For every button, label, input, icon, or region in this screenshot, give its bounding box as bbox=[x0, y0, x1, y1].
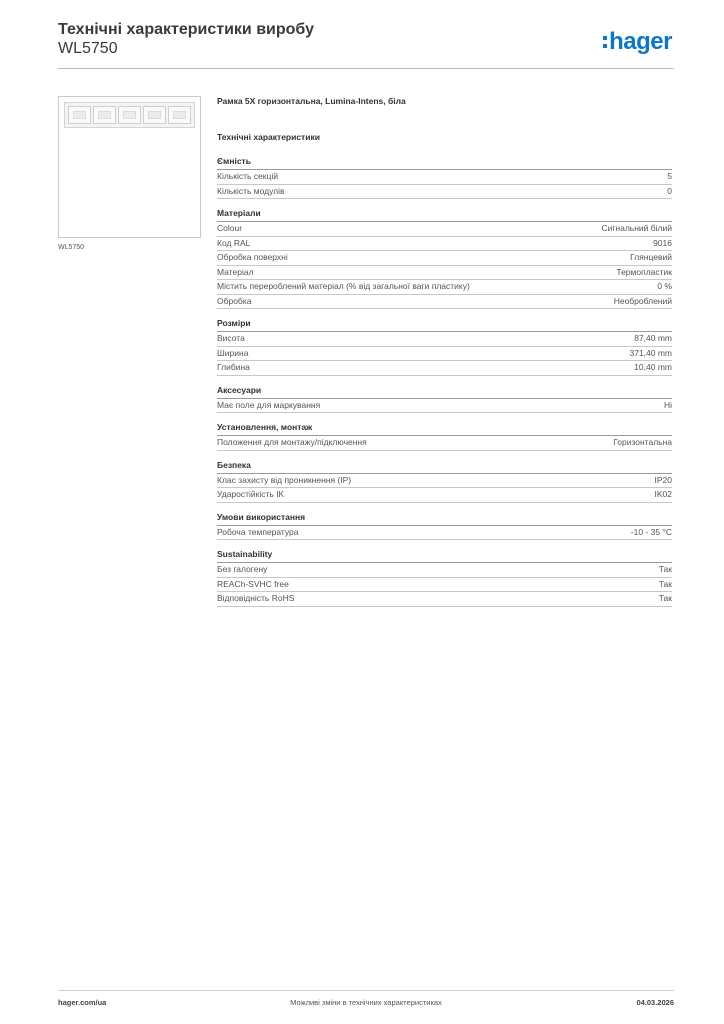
spec-section bbox=[217, 156, 672, 199]
section-title: Розміри bbox=[217, 318, 672, 332]
spec-label: Клас захисту від проникнення (IP) bbox=[217, 474, 352, 485]
spec-content bbox=[217, 96, 672, 616]
spec-row bbox=[217, 347, 672, 362]
spec-value: 0 % bbox=[657, 281, 672, 291]
spec-row bbox=[217, 578, 672, 593]
spec-row bbox=[217, 474, 672, 489]
spec-row bbox=[217, 488, 672, 503]
spec-row bbox=[217, 251, 672, 266]
spec-sections bbox=[217, 156, 672, 607]
spec-value: Так bbox=[658, 564, 672, 574]
logo-dots-icon bbox=[603, 36, 607, 48]
spec-label: Містить перероблений матеріал (% від загальної ваги пластику) bbox=[217, 281, 470, 291]
spec-label: Положення для монтажу/підключення bbox=[217, 437, 367, 447]
spec-row bbox=[217, 592, 672, 607]
spec-row bbox=[217, 436, 672, 451]
spec-value: Сигнальний білий bbox=[601, 223, 672, 233]
image-caption: WL5750 bbox=[58, 244, 85, 251]
spec-value: 87,40 mm bbox=[634, 333, 672, 343]
spec-value: Необроблений bbox=[613, 295, 672, 306]
spec-label: Кількість секцій bbox=[217, 171, 278, 181]
spec-row bbox=[217, 185, 672, 200]
spec-label: Ударостійкість IK bbox=[217, 489, 285, 499]
spec-label: Colour bbox=[217, 223, 243, 233]
spec-row bbox=[217, 237, 672, 252]
product-name: Рамка 5X горизонтальна, Lumina-Intens, біла bbox=[217, 96, 406, 106]
spec-value: Глянцевий bbox=[630, 252, 672, 262]
section-title: Установлення, монтаж bbox=[217, 422, 672, 436]
section-title: Sustainability bbox=[217, 549, 672, 563]
spec-row bbox=[217, 399, 672, 414]
spec-section bbox=[217, 512, 672, 541]
spec-row bbox=[217, 563, 672, 578]
document-title: Технічні характеристики виробу bbox=[58, 21, 314, 38]
header-divider bbox=[58, 68, 674, 69]
spec-value: 5 bbox=[667, 171, 672, 181]
spec-section bbox=[217, 460, 672, 503]
spec-label: Код RAL bbox=[217, 237, 251, 248]
spec-label: Глибина bbox=[217, 362, 250, 372]
spec-value: Так bbox=[658, 578, 672, 589]
frame-slot bbox=[168, 106, 191, 124]
spec-value: 0 bbox=[667, 185, 672, 196]
section-title: Ємність bbox=[217, 156, 672, 170]
frame-slot bbox=[93, 106, 116, 124]
spec-value: Горизонтальна bbox=[613, 437, 672, 447]
spec-label: Обробка bbox=[217, 295, 252, 306]
section-title: Безпека bbox=[217, 460, 672, 474]
footer-website: hager.com/ua bbox=[58, 998, 107, 1007]
footer-disclaimer: Можливі зміни в технічних характеристиках bbox=[290, 998, 442, 1007]
spec-value: 10,40 mm bbox=[634, 362, 672, 372]
spec-label: REACh-SVHC free bbox=[217, 578, 289, 589]
spec-label: Без галогену bbox=[217, 564, 268, 574]
hager-logo bbox=[603, 30, 672, 54]
spec-row bbox=[217, 170, 672, 185]
footer-divider bbox=[58, 990, 674, 991]
spec-label: Висота bbox=[217, 333, 245, 343]
footer-date: 04.03.2026 bbox=[636, 998, 674, 1007]
document-header bbox=[58, 20, 674, 70]
spec-value: Ні bbox=[663, 399, 672, 410]
spec-row bbox=[217, 222, 672, 237]
spec-label: Має поле для маркування bbox=[217, 399, 321, 410]
spec-label: Відповідність RoHS bbox=[217, 593, 295, 603]
section-title: Аксесуари bbox=[217, 385, 672, 399]
frame-illustration bbox=[64, 102, 195, 128]
spec-label: Обробка поверхні bbox=[217, 252, 288, 262]
spec-row bbox=[217, 266, 672, 281]
section-title: Матеріали bbox=[217, 208, 672, 222]
spec-label: Кількість модулів bbox=[217, 185, 285, 196]
spec-value: Термопластик bbox=[616, 266, 672, 277]
spec-section bbox=[217, 385, 672, 414]
spec-value: Так bbox=[658, 593, 672, 603]
spec-value: -10 - 35 °C bbox=[630, 526, 672, 537]
section-title: Умови використання bbox=[217, 512, 672, 526]
logo-text: hager bbox=[609, 28, 672, 55]
frame-slot bbox=[118, 106, 141, 124]
spec-section bbox=[217, 318, 672, 376]
product-image bbox=[58, 96, 201, 238]
spec-label: Робоча температура bbox=[217, 526, 299, 537]
spec-row bbox=[217, 526, 672, 541]
spec-section bbox=[217, 422, 672, 451]
spec-section bbox=[217, 549, 672, 607]
spec-heading: Технічні характеристики bbox=[217, 132, 320, 142]
spec-value: IK02 bbox=[654, 489, 672, 499]
spec-row bbox=[217, 361, 672, 376]
spec-value: 371,40 mm bbox=[629, 347, 672, 358]
product-code: WL5750 bbox=[58, 40, 118, 57]
frame-slot bbox=[143, 106, 166, 124]
spec-section bbox=[217, 208, 672, 309]
spec-value: 9016 bbox=[653, 237, 672, 248]
spec-label: Ширина bbox=[217, 347, 249, 358]
spec-value: IP20 bbox=[654, 474, 672, 485]
spec-row bbox=[217, 295, 672, 310]
spec-row bbox=[217, 280, 672, 295]
spec-row bbox=[217, 332, 672, 347]
frame-slot bbox=[68, 106, 91, 124]
spec-label: Матеріал bbox=[217, 266, 254, 277]
